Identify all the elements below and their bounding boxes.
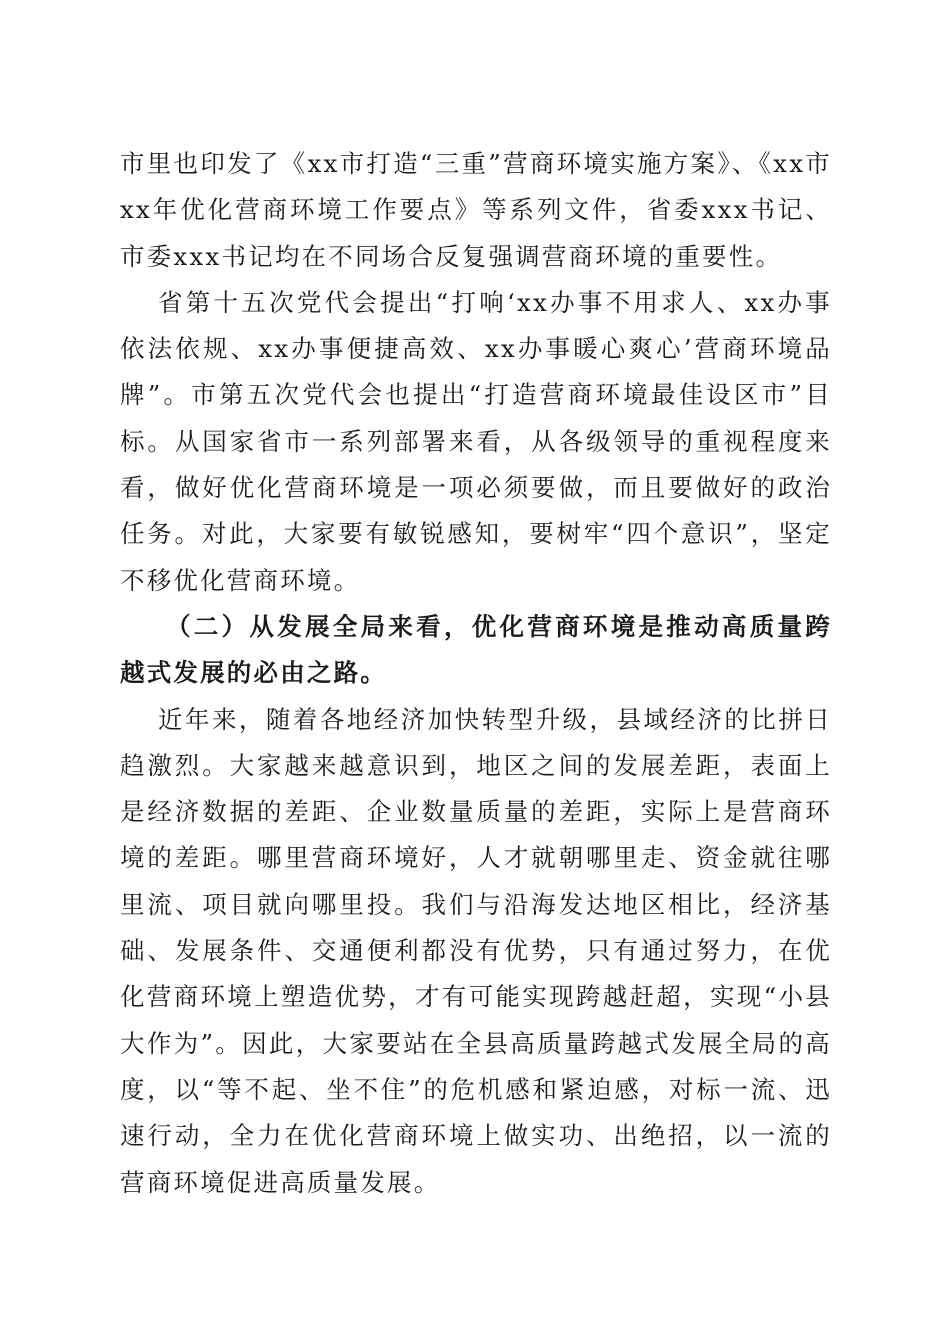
document-body — [120, 141, 832, 1206]
paragraph-development: 近年来，随着各地经济加快转型升级，县域经济的比拼日趋激烈。大家越来越意识到，地区之间的发展差距，表面上是经济数据的差距、企业数量质量的差距，实际上是营商环境的差距。哪里营商环境好，人才就朝哪里走、资金就往哪里流、项目就向哪里投。我们与沿海发达地区相比，经济基础、发展条件、交通便利都没有优势，只有通过努力，在优化营商环境上塑造优势，才有可能实现跨越赶超，实现“小县大作为”。因此，大家要站在全县高质量跨越式发展全局的高度，以“等不起、坐不住”的危机感和紧迫感，对标一流、迅速行动，全力在优化营商环境上做实功、出绝招，以一流的营商环境促进高质量发展。 — [120, 704, 832, 1197]
paragraph-continuation: 市里也印发了《xx市打造“三重”营商环境实施方案》、《xx市xx年优化营商环境工作要点》等系列文件，省委xxx书记、市委xxx书记均在不同场合反复强调营商环境的重要性。 — [120, 149, 832, 271]
paragraph-party-congress: 省第十五次党代会提出“打响‘xx办事不用求人、xx办事依法依规、xx办事便捷高效、xx办事暖心爽心’营商环境品牌”。市第五次党代会也提出“打造营商环境最佳设区市”目标。从国家省市一系列部署来看，从各级领导的重视程度来看，做好优化营商环境是一项必须要做，而且要做好的政治任务。对此，大家要有敏锐感知，要树牢“四个意识”，坚定不移优化营商环境。 — [120, 287, 832, 595]
section-heading: （二）从发展全局来看，优化营商环境是推动高质量跨越式发展的必由之路。 — [120, 611, 832, 688]
